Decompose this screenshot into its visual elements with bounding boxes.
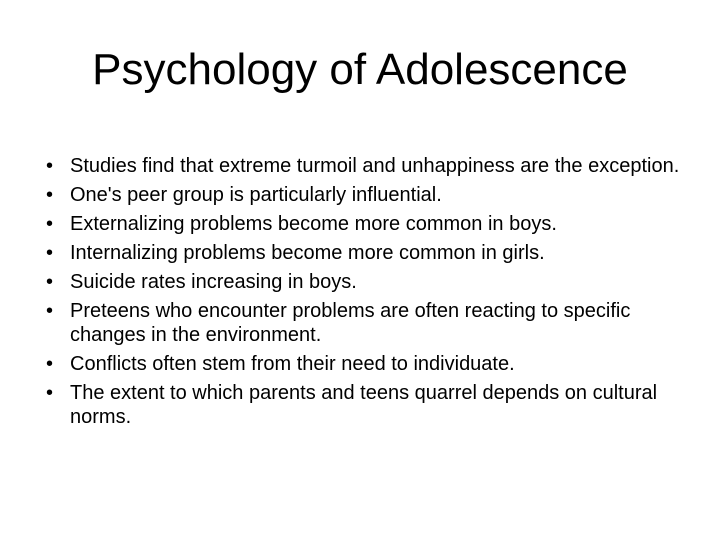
bullet-text: Preteens who encounter problems are often reacting to specific changes in the environment. [70, 300, 631, 346]
bullet-list [46, 154, 686, 434]
bullet-icon: • [46, 242, 54, 264]
bullet-text: Externalizing problems become more common in boys. [70, 213, 557, 235]
bullet-icon: • [46, 382, 54, 404]
bullet-icon: • [46, 155, 54, 177]
bullet-text: One's peer group is particularly influential. [70, 184, 442, 206]
bullet-text: Conflicts often stem from their need to individuate. [70, 353, 515, 375]
bullet-icon: • [46, 271, 54, 293]
bullet-icon: • [46, 353, 54, 375]
bullet-text: Internalizing problems become more common in girls. [70, 242, 545, 264]
bullet-item [46, 154, 686, 178]
bullet-text: Studies find that extreme turmoil and unhappiness are the exception. [70, 155, 680, 177]
bullet-item [46, 241, 686, 265]
bullet-item [46, 183, 686, 207]
bullet-icon: • [46, 213, 54, 235]
bullet-item [46, 212, 686, 236]
bullet-text: Suicide rates increasing in boys. [70, 271, 357, 293]
bullet-item [46, 299, 686, 347]
bullet-item [46, 270, 686, 294]
slide-title: Psychology of Adolescence [92, 45, 628, 94]
bullet-icon: • [46, 300, 54, 322]
bullet-item [46, 352, 686, 376]
bullet-item [46, 381, 686, 429]
bullet-icon: • [46, 184, 54, 206]
bullet-text: The extent to which parents and teens quarrel depends on cultural norms. [70, 382, 658, 428]
